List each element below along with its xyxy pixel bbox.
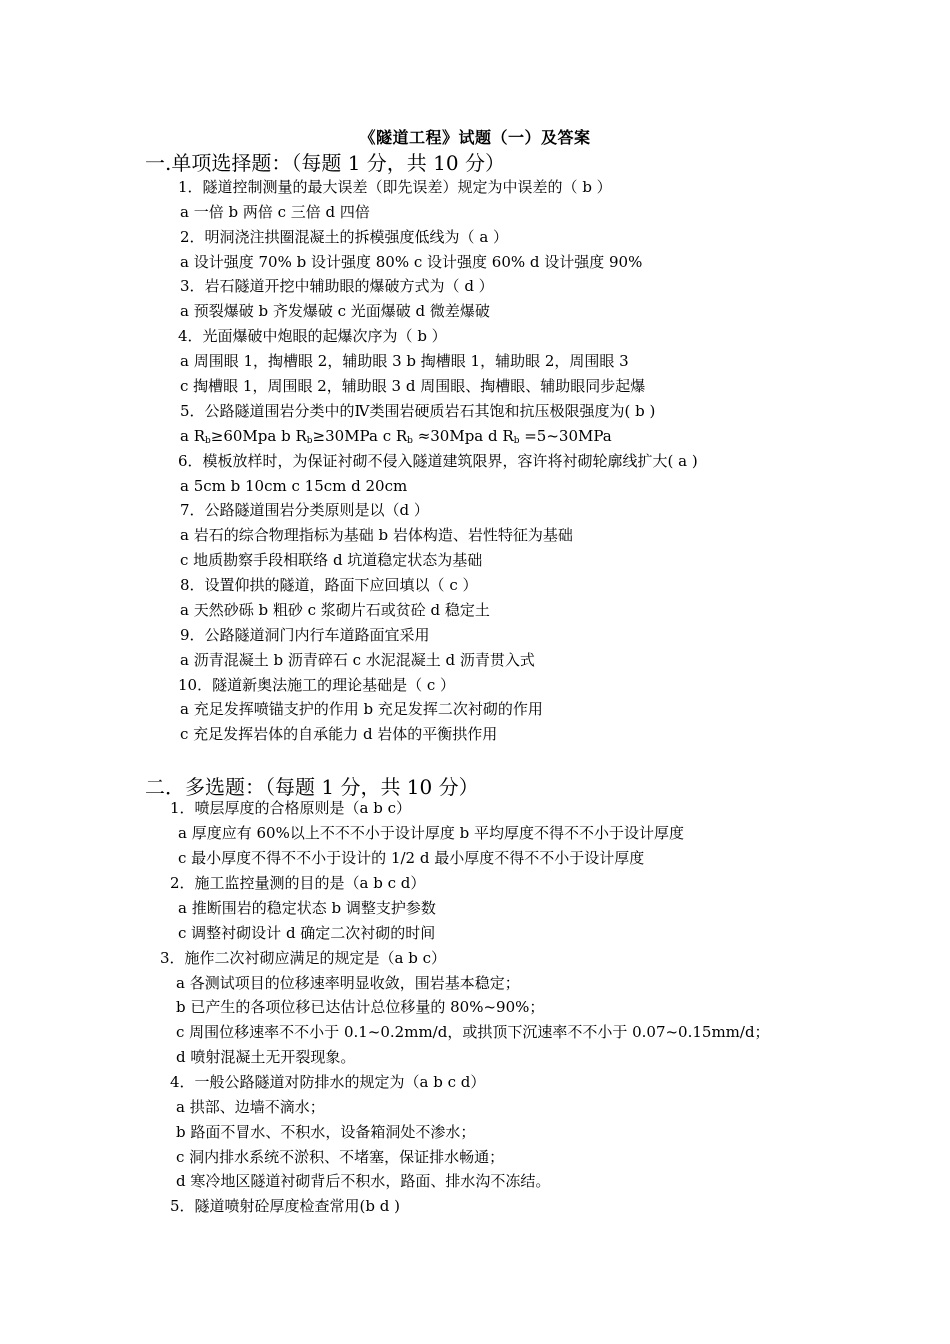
s2-q3-opt-b: b 已产生的各项位移已达估计总位移量的 80%~90%； [176, 998, 545, 1016]
s1-q10-stem: 10．隧道新奥法施工的理论基础是（ c ） [178, 676, 456, 694]
s1-q7-stem: 7．公路隧道围岩分类原则是以（d ） [180, 501, 429, 519]
s1-q5-stem: 5．公路隧道围岩分类中的Ⅳ类围岩硬质岩石其饱和抗压极限强度为( b ) [180, 402, 656, 420]
s1-q4-option-cd: c 掏槽眼 1，周围眼 2，辅助眼 3 d 周围眼、掏槽眼、辅助眼同步起爆 [180, 377, 646, 395]
s1-q8-options: a 天然砂砾 b 粗砂 c 浆砌片石或贫砼 d 稳定土 [180, 601, 490, 619]
s1-q7-option-ab: a 岩石的综合物理指标为基础 b 岩体构造、岩性特征为基础 [180, 526, 573, 544]
s1-q10-option-cd: c 充足发挥岩体的自承能力 d 岩体的平衡拱作用 [180, 725, 498, 743]
s1-q3-stem: 3．岩石隧道开挖中辅助眼的爆破方式为（ d ） [180, 277, 494, 295]
s2-q2-option-cd: c 调整衬砌设计 d 确定二次衬砌的时间 [178, 924, 436, 942]
section1-heading: 一.单项选择题：（每题 1 分，共 10 分） [145, 151, 505, 175]
s2-q4-opt-c: c 洞内排水系统不淤积、不堵塞，保证排水畅通； [176, 1148, 505, 1166]
s1-q2-options: a 设计强度 70% b 设计强度 80% c 设计强度 60% d 设计强度 90% [180, 253, 643, 271]
s1-q5-sub-a: b [205, 436, 211, 446]
s1-q10-option-ab: a 充足发挥喷锚支护的作用 b 充足发挥二次衬砌的作用 [180, 700, 543, 718]
s1-q9-options: a 沥青混凝土 b 沥青碎石 c 水泥混凝土 d 沥青贯入式 [180, 651, 535, 669]
s1-q6-options: a 5cm b 10cm c 15cm d 20cm [180, 477, 408, 495]
document-title: 《隧道工程》试题（一）及答案 [359, 128, 591, 147]
s2-q3-opt-d: d 喷射混凝土无开裂现象。 [176, 1048, 356, 1066]
s2-q4-opt-b: b 路面不冒水、不积水，设备箱洞处不渗水； [176, 1123, 476, 1141]
s1-q4-option-ab: a 周围眼 1，掏槽眼 2，辅助眼 3 b 掏槽眼 1，辅助眼 2，周围眼 3 [180, 352, 629, 370]
s1-q2-stem: 2．明洞浇注拱圈混凝土的拆模强度低线为（ a ） [180, 228, 509, 246]
s1-q5-opt-c: ≥30MPa c R [312, 427, 408, 445]
s1-q6-stem: 6．模板放样时，为保证衬砌不侵入隧道建筑限界，容许将衬砌轮廓线扩大( a ) [178, 452, 698, 470]
s2-q4-opt-a: a 拱部、边墙不滴水； [176, 1098, 325, 1116]
s1-q4-stem: 4．光面爆破中炮眼的起爆次序为（ b ） [178, 327, 447, 345]
s1-q1-options: a 一倍 b 两倍 c 三倍 d 四倍 [180, 203, 370, 221]
s1-q5-sub-b: b [306, 436, 313, 446]
s1-q7-option-cd: c 地质勘察手段相联络 d 坑道稳定状态为基础 [180, 551, 483, 569]
s1-q5-sub-d: b [513, 436, 520, 446]
s1-q5-options [180, 426, 612, 451]
s2-q2-option-ab: a 推断围岩的稳定状态 b 调整支护参数 [178, 899, 436, 917]
s2-q3-opt-c: c 周围位移速率不不小于 0.1~0.2mm/d，或拱顶下沉速率不不小于 0.07~0.15mm/d； [176, 1023, 770, 1041]
s1-q9-stem: 9．公路隧道洞门内行车道路面宜采用 [180, 626, 430, 644]
s2-q4-stem: 4．一般公路隧道对防排水的规定为（a b c d） [170, 1073, 486, 1091]
s1-q5-opt-a: a R [180, 427, 206, 445]
s1-q3-options: a 预裂爆破 b 齐发爆破 c 光面爆破 d 微差爆破 [180, 302, 490, 320]
s2-q5-stem: 5．隧道喷射砼厚度检查常用(b d ) [170, 1197, 400, 1215]
s1-q8-stem: 8．设置仰拱的隧道，路面下应回填以（ c ） [180, 576, 478, 594]
s1-q5-opt-d-value: =5~30MPa [519, 427, 612, 445]
s2-q2-stem: 2．施工监控量测的目的是（a b c d） [170, 874, 426, 892]
s2-q1-stem: 1．喷层厚度的合格原则是（a b c） [170, 799, 412, 817]
s1-q5-opt-d: ≈30Mpa d R [412, 427, 514, 445]
s2-q1-option-ab: a 厚度应有 60%以上不不不小于设计厚度 b 平均厚度不得不不小于设计厚度 [178, 824, 684, 842]
s1-q5-opt-b: ≥60Mpa b R [210, 427, 307, 445]
section2-heading: 二．多选题：（每题 1 分，共 10 分） [145, 775, 479, 799]
s2-q3-stem: 3．施作二次衬砌应满足的规定是（a b c） [160, 949, 447, 967]
s1-q5-sub-c: b [407, 436, 413, 446]
s2-q4-opt-d: d 寒冷地区隧道衬砌背后不积水，路面、排水沟不冻结。 [176, 1172, 551, 1190]
s2-q3-opt-a: a 各测试项目的位移速率明显收敛，围岩基本稳定； [176, 974, 520, 992]
s2-q1-option-cd: c 最小厚度不得不不小于设计的 1/2 d 最小厚度不得不不小于设计厚度 [178, 849, 645, 867]
s1-q1-stem: 1．隧道控制测量的最大误差（即先误差）规定为中误差的（ b ） [178, 178, 612, 196]
